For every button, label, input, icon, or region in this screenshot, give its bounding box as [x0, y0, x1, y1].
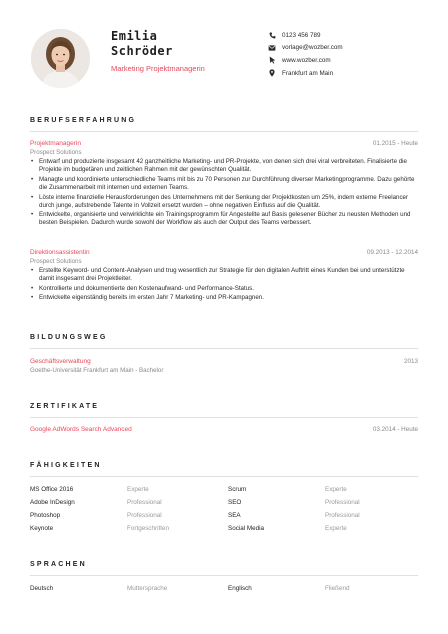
skill-level: Professional [325, 512, 360, 519]
list-item: • Kontrollierte und dokumentierte den Kostenaufwand- und Performance-Status. [30, 285, 418, 293]
skill-level: Fortgeschritten [127, 525, 169, 532]
skill-name: Photoshop [30, 512, 61, 519]
education-divider [30, 348, 418, 349]
job-title: Marketing Projektmanagerin [111, 64, 205, 73]
languages-heading: SPRACHEN [30, 561, 87, 568]
skill-name: Social Media [228, 525, 265, 532]
contact-website[interactable] [268, 54, 343, 66]
job-2-bullets [30, 267, 418, 304]
phone-text: 0123 456 789 [282, 31, 321, 39]
full-name [111, 29, 173, 59]
job-1-company: Prospect Solutions [30, 149, 82, 156]
email-text: vorlage@wozber.com [282, 44, 343, 52]
skill-level: Experte [325, 486, 347, 493]
skill-name: SEO [228, 499, 242, 506]
phone-icon [268, 31, 276, 39]
experience-heading: BERUFSERFAHRUNG [30, 117, 137, 124]
language-level: Fließend [325, 585, 350, 592]
skill-name: Scrum [228, 486, 247, 493]
skill-level: Professional [325, 499, 360, 506]
location-text: Frankfurt am Main [282, 69, 334, 77]
list-item: • Erstellte Keyword- und Content-Analysen und trug wesentlich zur Strategie für den digitalen Auftritt eines Kunden bei und unterstützte damit insgesamt drei Projektleiter. [30, 267, 418, 283]
mail-icon [268, 44, 276, 52]
language-level: Muttersprache [127, 585, 168, 592]
list-item: • Managte und koordinierte unterschiedliche Teams mit bis zu 70 Personen zur Durchführung diverser Marketingprogramme. Dazu gehörte die Zusammenarbeit mit internen und externen Teams. [30, 176, 418, 192]
contact-phone[interactable] [268, 29, 343, 41]
skills-heading: FÄHIGKEITEN [30, 462, 102, 469]
list-item: • Entwarf und produzierte insgesamt 42 ganzheitliche Marketing- und PR-Projekte, von denen sich drei viral verbreiteten. Finalisierte die Projekte im budgetären und zeitlichen Rahmen mit der gewünschten Qualität. [30, 158, 418, 174]
list-item: • Entwickelte, organisierte und verwirklichte ein Trainingsprogramm für Angestellte auf Basis gelesener Bücher zu neusten Methoden und besten Beispielen. Dadurch wurde sowohl der Workflow als auch der Output des Teams verbessert. [30, 211, 418, 227]
skill-name: MS Office 2016 [30, 486, 74, 493]
skill-name: Keynote [30, 525, 54, 532]
job-2-company: Prospect Solutions [30, 258, 82, 265]
experience-divider [30, 131, 418, 132]
last-name: Schröder [111, 44, 173, 58]
skills-divider [30, 476, 418, 477]
certificates-divider [30, 417, 418, 418]
education-heading: BILDUNGSWEG [30, 334, 108, 341]
job-1-bullets [30, 158, 418, 229]
certificate-name: Google AdWords Search Advanced [30, 426, 132, 433]
education-degree: Geschäftsverwaltung [30, 358, 91, 365]
skill-level: Professional [127, 512, 162, 519]
job-1-position: Projektmanagerin [30, 140, 81, 147]
skill-level: Experte [325, 525, 347, 532]
language-name: Deutsch [30, 585, 54, 592]
education-date: 2013 [403, 358, 418, 365]
skill-name: SEA [228, 512, 241, 519]
contact-email[interactable] [268, 42, 343, 54]
skill-level: Professional [127, 499, 162, 506]
language-name: Englisch [228, 585, 252, 592]
skill-level: Experte [127, 486, 149, 493]
certificate-date: 03.2014 - Heute [372, 426, 418, 433]
job-2-dates: 09.2013 - 12.2014 [366, 249, 418, 256]
job-2-position: Direktionsassistentin [30, 249, 90, 256]
education-school: Goethe-Universität Frankfurt am Main - Bachelor [30, 367, 164, 374]
certificates-heading: ZERTIFIKATE [30, 403, 100, 410]
portrait-image [31, 29, 90, 88]
website-text: www.wozber.com [282, 56, 331, 64]
first-name: Emilia [111, 29, 158, 43]
contact-location [268, 67, 343, 79]
list-item: • Löste interne finanzielle Herausforderungen des Unternehmens mit der Senkung der Projektkosten um 25%, indem externe Freelancer durch junge, aufstrebende Talente in Vollzeit ersetzt wurden – ohne negativen Einfluss auf die Qualität. [30, 194, 418, 210]
languages-divider [30, 575, 418, 576]
list-item: • Entwickelte eigenständig bereits im ersten Jahr 7 Marketing- und PR-Kampagnen. [30, 294, 418, 302]
location-pin-icon [268, 69, 276, 77]
contact-list [268, 29, 343, 80]
job-1-dates: 01.2015 - Heute [372, 140, 418, 147]
cursor-icon [268, 56, 276, 64]
skill-name: Adobe InDesign [30, 499, 75, 506]
profile-photo [31, 29, 90, 88]
